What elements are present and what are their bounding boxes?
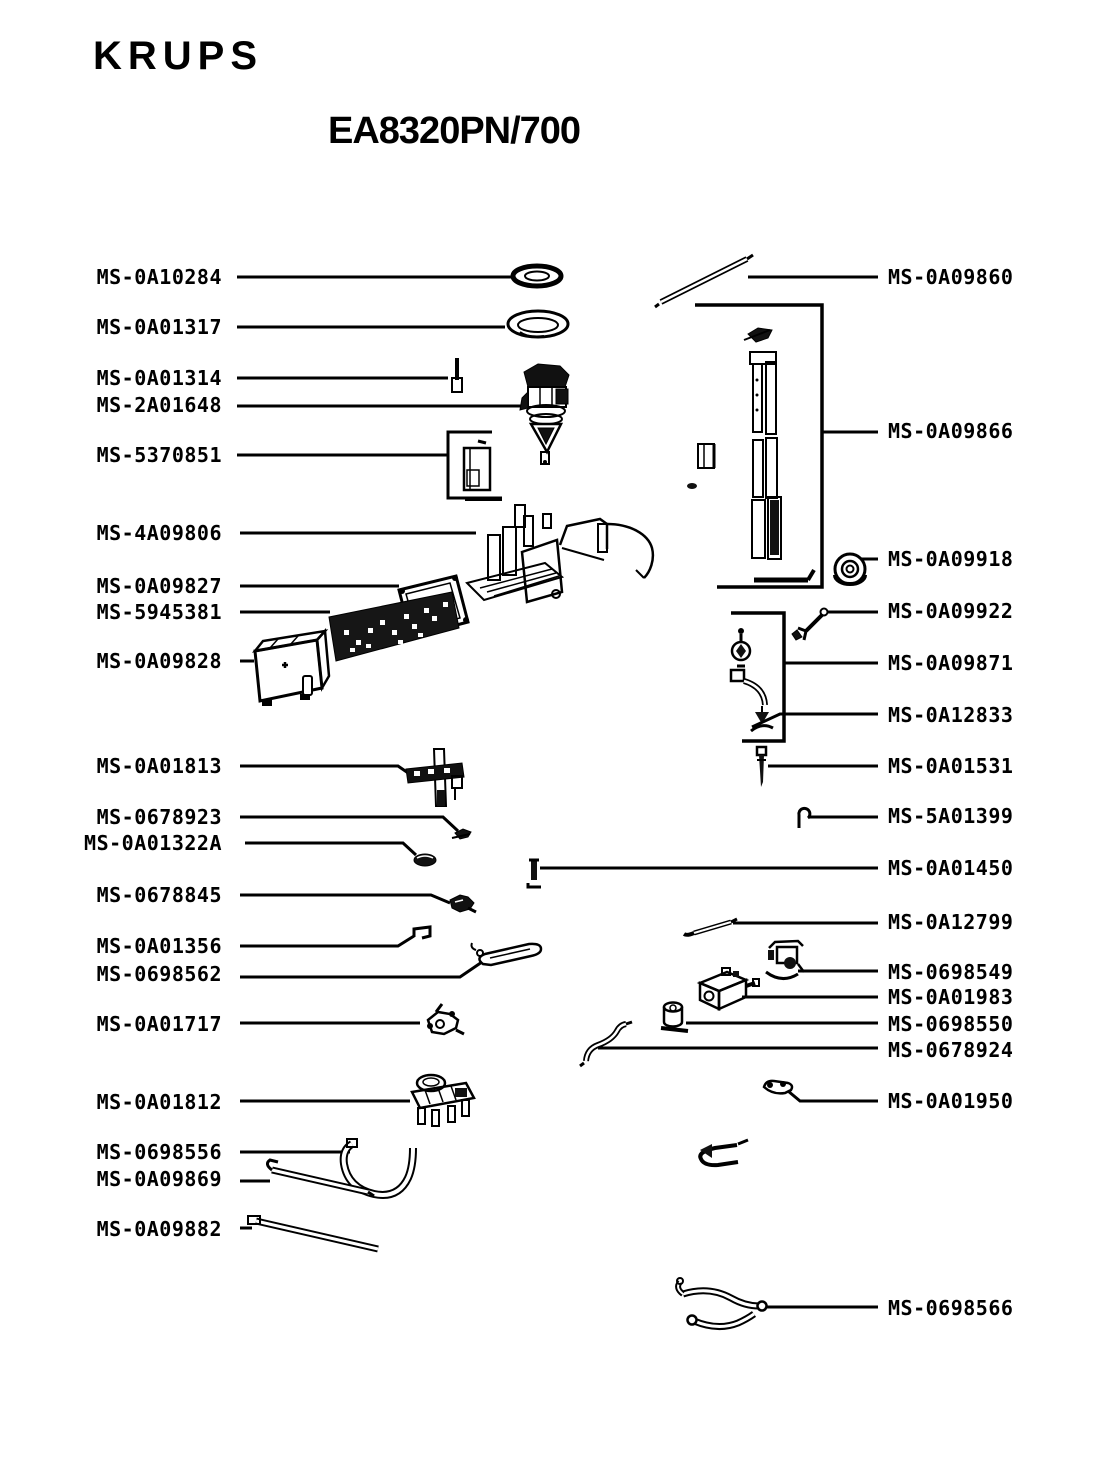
part-label-ms-0698549: MS-0698549 bbox=[888, 960, 1014, 984]
part-label-ms-0a01983: MS-0A01983 bbox=[888, 985, 1014, 1009]
part-drawing-ms-0a01983 bbox=[700, 968, 878, 1009]
part-drawing-ms-0a09918 bbox=[835, 554, 878, 584]
part-label-ms-0a09860: MS-0A09860 bbox=[888, 265, 1014, 289]
part-label-ms-0a01812: MS-0A01812 bbox=[96, 1090, 222, 1114]
part-label-ms-0a09918: MS-0A09918 bbox=[888, 547, 1014, 571]
part-label-ms-5945381: MS-5945381 bbox=[96, 600, 222, 624]
part-drawing-ms-0698562 bbox=[240, 943, 541, 977]
part-label-ms-0a01450: MS-0A01450 bbox=[888, 856, 1014, 880]
part-drawing-ms-0a01314 bbox=[237, 358, 462, 392]
part-drawing-ms-5370851 bbox=[237, 432, 502, 498]
part-label-ms-0a01317: MS-0A01317 bbox=[96, 315, 222, 339]
part-drawing-ms-0698550 bbox=[661, 1003, 878, 1032]
part-label-ms-0a09828: MS-0A09828 bbox=[96, 649, 222, 673]
part-drawing-ms-0678845 bbox=[240, 895, 476, 912]
part-drawing-ms-0698556 bbox=[240, 1139, 413, 1195]
part-label-ms-0a09866: MS-0A09866 bbox=[888, 419, 1014, 443]
part-drawing-ms-0a01813 bbox=[240, 749, 464, 806]
part-label-ms-0678923: MS-0678923 bbox=[96, 805, 222, 829]
part-drawing-ms-0a10284 bbox=[237, 266, 561, 286]
part-label-ms-0a01322a: MS-0A01322A bbox=[84, 831, 222, 855]
part-drawing-ms-0a09828 bbox=[240, 631, 329, 706]
part-label-ms-0678845: MS-0678845 bbox=[96, 883, 222, 907]
part-label-ms-0a10284: MS-0A10284 bbox=[96, 265, 222, 289]
part-label-ms-0a01950: MS-0A01950 bbox=[888, 1089, 1014, 1113]
part-drawing-ms-0a12833 bbox=[752, 714, 878, 727]
part-drawing-ms-0a01356 bbox=[240, 927, 430, 946]
part-drawing-ms-0a12799 bbox=[684, 919, 878, 935]
part-label-ms-0698550: MS-0698550 bbox=[888, 1012, 1014, 1036]
part-label-ms-0698566: MS-0698566 bbox=[888, 1296, 1014, 1320]
part-label-ms-2a01648: MS-2A01648 bbox=[96, 393, 222, 417]
part-drawing-ms-0a09882 bbox=[240, 1216, 378, 1249]
part-drawing-ms-0a01950 bbox=[764, 1081, 878, 1101]
part-drawing-ms-0678924 bbox=[580, 1022, 878, 1066]
part-label-ms-0a09882: MS-0A09882 bbox=[96, 1217, 222, 1241]
part-label-ms-0a01356: MS-0A01356 bbox=[96, 934, 222, 958]
part-drawing-ms-5945381 bbox=[240, 592, 459, 661]
part-label-ms-5370851: MS-5370851 bbox=[96, 443, 222, 467]
page-title: EA8320PN/700 bbox=[328, 110, 581, 152]
part-label-ms-5a01399: MS-5A01399 bbox=[888, 804, 1014, 828]
part-drawing-ms-0a01317 bbox=[237, 311, 568, 337]
part-label-ms-0a09871: MS-0A09871 bbox=[888, 651, 1014, 675]
retaining-clip-drawing bbox=[700, 1140, 748, 1165]
part-label-ms-0678924: MS-0678924 bbox=[888, 1038, 1014, 1062]
part-drawing-ms-0a01322a bbox=[245, 843, 436, 866]
part-drawing-ms-0698549 bbox=[766, 941, 878, 979]
part-label-ms-0a01314: MS-0A01314 bbox=[96, 366, 222, 390]
part-drawing-ms-0a01450 bbox=[528, 860, 878, 887]
part-drawing-ms-0698566 bbox=[677, 1278, 878, 1327]
part-label-ms-0a12799: MS-0A12799 bbox=[888, 910, 1014, 934]
part-label-ms-0a01531: MS-0A01531 bbox=[888, 754, 1014, 778]
part-drawing-ms-0678923 bbox=[240, 817, 471, 839]
part-label-ms-0698556: MS-0698556 bbox=[96, 1140, 222, 1164]
part-label-ms-0a01813: MS-0A01813 bbox=[96, 754, 222, 778]
part-label-ms-4a09806: MS-4A09806 bbox=[96, 521, 222, 545]
part-drawing-ms-0a01531 bbox=[757, 747, 878, 787]
part-drawing-ms-0a09866 bbox=[687, 305, 878, 587]
part-drawing-ms-0a01717 bbox=[240, 1004, 464, 1034]
part-label-ms-0a09922: MS-0A09922 bbox=[888, 599, 1014, 623]
part-drawing-ms-0a09860 bbox=[655, 255, 878, 307]
brand-logo: KRUPS bbox=[93, 34, 264, 78]
part-label-ms-0a09869: MS-0A09869 bbox=[96, 1167, 222, 1191]
part-label-ms-0a01717: MS-0A01717 bbox=[96, 1012, 222, 1036]
part-label-ms-0a12833: MS-0A12833 bbox=[888, 703, 1014, 727]
part-drawing-ms-5a01399 bbox=[799, 808, 878, 828]
part-label-ms-0698562: MS-0698562 bbox=[96, 962, 222, 986]
part-drawing-ms-0a09922 bbox=[792, 609, 878, 641]
part-label-ms-0a09827: MS-0A09827 bbox=[96, 574, 222, 598]
part-drawing-ms-0a01812 bbox=[240, 1075, 474, 1126]
